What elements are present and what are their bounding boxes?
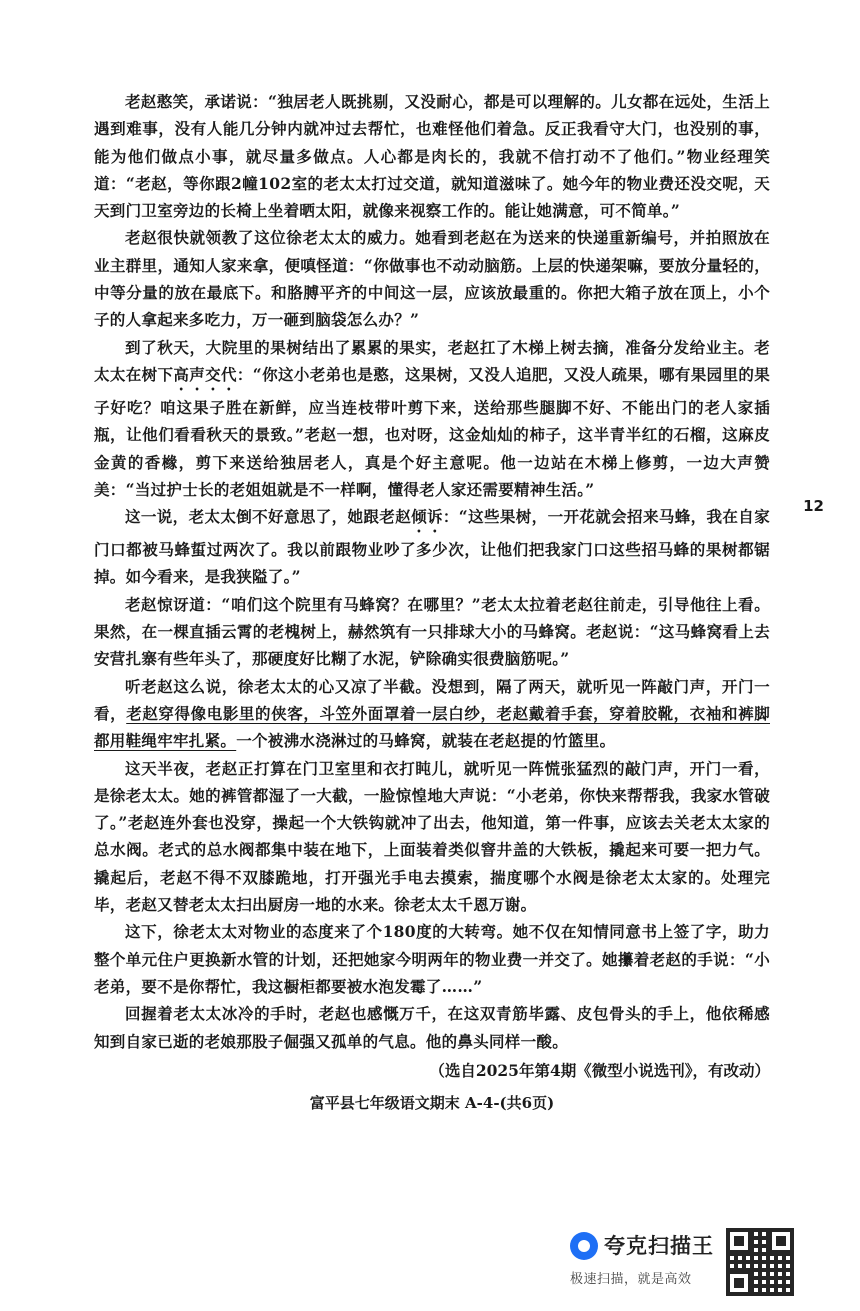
source-citation: （选自2025年第4期《微型小说选刊》，有改动）	[429, 1060, 770, 1080]
watermark-slogan: 极速扫描，就是高效	[570, 1272, 692, 1287]
margin-page-mark: 12	[803, 497, 824, 515]
paragraph-4-part-b: ：“这些果树，一开花就会招来马蜂，我在自家门口都被马蜂蜇过两次了。我以前跟物业吵了多少次，让他们把我家门口这些招马蜂的果树都锯掉。如今看来，是我狭隘了。”	[94, 507, 771, 587]
emphasized-word-qingsu: 倾诉	[411, 507, 443, 527]
qr-finder-icon	[726, 1228, 752, 1254]
paragraph-5: 老赵惊讶道：“咱们这个院里有马蜂窝？在哪里？”老太太拉着老赵往前走，引导他往上看。果然，在一棵直插云霄的老槐树上，赫然筑有一只排球大小的马蜂窝。老赵说：“这马蜂窝看上去安营扎寨有些年头了，那硬度好比糊了水泥，铲除确实很费脑筋呢。”	[94, 594, 770, 669]
paragraph-4-part-a: 这一说，老太太倒不好意思了，她跟老赵	[125, 507, 412, 527]
emphasized-phrase-gaosheng-jiaodai: 高声交代	[173, 364, 237, 384]
underlined-sentence: 老赵穿得像电影里的侠客，斗笠外面罩着一层白纱，老赵戴着手套，穿着胶靴，衣袖和裤脚都用鞋绳牢牢扎紧。	[94, 703, 770, 751]
article-body	[94, 88, 770, 1117]
paragraph-6-part-b: 一个被沸水浇淋过的马蜂窝，就装在老赵提的竹篮里。	[236, 731, 616, 751]
paragraph-2: 老赵很快就领教了这位徐老太太的威力。她看到老赵在为送来的快递重新编号，并拍照放在业主群里，通知人家来拿，便嗔怪道：“你做事也不动动脑筋。上层的快递架嘛，要放分量轻的，中等分量的放在最底下。和胳膊平齐的中间这一层，应该放最重的。你把大箱子放在顶上，小个子的人拿起来多吃力，万一砸到脑袋怎么办？”	[94, 228, 770, 330]
paragraph-3	[94, 334, 770, 503]
scanner-watermark	[566, 1228, 796, 1298]
paragraph-9: 回握着老太太冰冷的手时，老赵也感慨万千，在这双青筋毕露、皮包骨头的手上，他依稀感知到自家已逝的老娘那股子倔强又孤单的气息。他的鼻头同样一酸。	[94, 1004, 770, 1051]
quark-logo-icon	[570, 1232, 598, 1260]
paragraph-6	[94, 673, 770, 755]
paragraph-3-part-b: ：“你这小老弟也是憨，这果树，又没人追肥，又没人疏果，哪有果园里的果子好吃？咱这果子胜在新鲜，应当连枝带叶剪下来，送给那些腿脚不好、不能出门的老人家插瓶，让他们看看秋天的景致。”老赵一想，也对呀，这金灿灿的柿子，这半青半红的石榴，这麻皮金黄的香橼，剪下来送给独居老人，真是个好主意呢。他一边站在木梯上修剪，一边大声赞美：“当过护士长的老姐姐就是不一样啊，懂得老人家还需要精神生活。”	[94, 364, 771, 499]
qr-code-icon	[726, 1228, 794, 1296]
qr-finder-icon	[726, 1270, 752, 1296]
watermark-title: 夸克扫描王	[604, 1234, 714, 1258]
paragraph-4	[94, 503, 770, 591]
qr-finder-icon	[768, 1228, 794, 1254]
paragraph-6-part-a: 听老赵这么说，徐老太太的心又凉了半截。没想到，隔了两天，就听见一阵敲门声，开门一看，	[94, 676, 770, 723]
page-footer: 富平县七年级语文期末 A-4-(共6页)	[309, 1094, 555, 1113]
paragraph-3-part-a: 到了秋天，大院里的果树结出了累累的果实，老赵扛了木梯上树去摘，准备分发给业主。老太太在树下	[94, 337, 770, 384]
paragraph-8: 这下，徐老太太对物业的态度来了个180度的大转弯。她不仅在知情同意书上签了字，助力整个单元住户更换新水管的计划，还把她家今明两年的物业费一并交了。她攥着老赵的手说：“小老弟，要不是你帮忙，我这橱柜都要被水泡发霉了……”	[94, 922, 770, 996]
paragraph-1: 老赵憨笑，承诺说：“独居老人既挑剔，又没耐心，都是可以理解的。儿女都在远处，生活上遇到难事，没有人能几分钟内就冲过去帮忙，也难怪他们着急。反正我看守大门，也没别的事，能为他们做点小事，就尽量多做点。人心都是肉长的，我就不信打动不了他们。”物业经理笑道：“老赵，等你跟2幢102室的老太太打过交道，就知道滋味了。她今年的物业费还没交呢，天天到门卫室旁边的长椅上坐着晒太阳，就像来视察工作的。能让她满意，可不简单。”	[94, 92, 770, 221]
paragraph-7: 这天半夜，老赵正打算在门卫室里和衣打盹儿，就听见一阵慌张猛烈的敲门声，开门一看，是徐老太太。她的裤管都湿了一大截，一脸惊惶地大声说：“小老弟，你快来帮帮我，我家水管破了。”老赵连外套也没穿，操起一个大铁钩就冲了出去，他知道，第一件事，应该去关老太太家的总水阀。老式的总水阀都集中装在地下，上面装着类似窨井盖的大铁板，撬起来可要一把力气。撬起后，老赵不得不双膝跪地，打开强光手电去摸索，揣度哪个水阀是徐老太太家的。处理完毕，老赵又替老太太扫出厨房一地的水来。徐老太太千恩万谢。	[94, 758, 770, 915]
